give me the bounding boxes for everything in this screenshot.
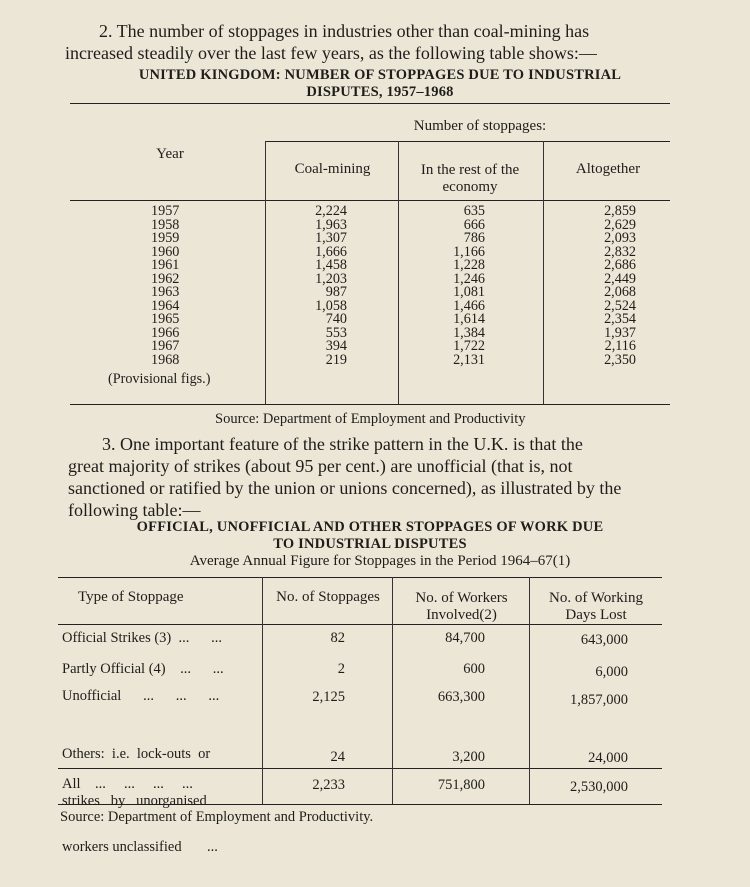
table-1-source: Source: Department of Employment and Productivity <box>215 411 526 427</box>
table-2-days-header-line-1: No. of Working <box>549 590 643 606</box>
table-2-days-header <box>531 590 661 624</box>
table-2-workers-header-line-1: No. of Workers <box>415 590 508 606</box>
table-1-coal-cell: 1,666 <box>315 243 347 260</box>
table-1-rest-cell: 786 <box>463 230 485 246</box>
table-1-group-header: Number of stoppages: <box>413 118 547 134</box>
table-2-row-others-days: 24,000 <box>588 750 628 766</box>
table-2-divider-2 <box>392 577 393 804</box>
table-1-divider-3 <box>543 141 544 404</box>
table-1-altogether-cell: 2,350 <box>604 351 636 368</box>
table-1-year-cell: 1965 <box>151 311 180 327</box>
table-1-altogether-cell: 2,354 <box>604 311 636 327</box>
table-1-coal-header: Coal-mining <box>294 161 371 177</box>
table-1-divider-2 <box>398 141 399 404</box>
table-1-altogether-cell: 2,832 <box>604 243 636 260</box>
table-1-altogether-cell: 2,859 <box>604 203 636 219</box>
table-1-coal-cell: 1,963 <box>315 216 347 233</box>
table-1-rest-cell: 1,246 <box>453 270 485 287</box>
table-1-year-cell: 1966 <box>151 324 180 341</box>
table-2-row-all-days: 2,530,000 <box>570 779 628 795</box>
table-1-altogether-cell: 1,937 <box>604 324 636 341</box>
table-1-year-cell: 1968 <box>151 351 180 368</box>
paragraph-3-line-4: following table:— <box>68 500 201 520</box>
table-1-coal-cell: 553 <box>325 324 347 341</box>
table-1-year-cell: 1962 <box>151 270 180 287</box>
table-1-years-column <box>151 205 211 367</box>
table-1-rest-cell: 1,466 <box>453 297 485 314</box>
table-1-year-cell: 1960 <box>151 243 180 260</box>
table-1-rest-header <box>400 162 540 196</box>
table-2-row-all-label: All ... ... ... ... <box>62 776 193 792</box>
table-1-rest-cell: 1,166 <box>453 243 485 260</box>
table-2-row-unofficial-days: 1,857,000 <box>570 692 628 708</box>
table-2-type-header: Type of Stoppage <box>78 589 184 605</box>
table-2-divider-1 <box>262 577 263 804</box>
table-1-rest-cell: 2,131 <box>453 351 485 368</box>
table-2-workers-header <box>394 590 529 624</box>
table-1-year-cell: 1959 <box>151 230 180 246</box>
table-1-coal-cell: 394 <box>325 338 347 354</box>
table-1-year-cell: 1961 <box>151 257 180 273</box>
table-2-row-others-stoppages: 24 <box>330 749 345 765</box>
table-2-row-partly-official-workers: 600 <box>463 661 485 677</box>
table-2-row-others-label <box>62 716 218 887</box>
table-1-coal-cell: 2,224 <box>315 203 347 219</box>
table-2-row-official-label: Official Strikes (3) ... ... <box>62 630 223 646</box>
table-1-coal-cell: 1,458 <box>315 257 347 273</box>
table-1-title-line-2: DISPUTES, 1957–1968 <box>306 84 454 100</box>
table-1-rest-header-line-2: economy <box>442 179 498 195</box>
table-2-source: Source: Department of Employment and Productivity. <box>60 809 374 825</box>
paragraph-3-line-3: sanctioned or ratified by the union or unions concerned), as illustrated by the <box>68 478 622 498</box>
table-1-coal-cell: 1,058 <box>315 297 347 314</box>
table-2-title-line-2: TO INDUSTRIAL DISPUTES <box>273 536 467 552</box>
table-1-rest-cell: 1,081 <box>453 284 485 300</box>
table-2-others-line-1: Others: i.e. lock-outs or <box>62 746 211 762</box>
table-2-row-others-workers: 3,200 <box>452 749 485 765</box>
table-1-year-cell: 1964 <box>151 297 180 314</box>
table-1-coal-cell: 987 <box>325 284 347 300</box>
table-1-coal-cell: 1,307 <box>315 230 347 246</box>
table-1-divider-1 <box>265 141 266 404</box>
paragraph-2 <box>65 20 675 64</box>
table-2-row-partly-official-label: Partly Official (4) ... ... <box>62 661 224 677</box>
table-2-row-official-stoppages: 82 <box>330 630 345 646</box>
table-2-row-partly-official-days: 6,000 <box>595 664 628 680</box>
table-1-header-rule <box>70 200 670 201</box>
table-2-row-partly-official-stoppages: 2 <box>337 661 345 677</box>
paragraph-3 <box>68 433 672 521</box>
table-2-header-rule <box>58 624 662 625</box>
table-1-altogether-cell: 2,068 <box>604 284 636 300</box>
table-1-altogether-cell: 2,524 <box>604 297 636 314</box>
table-1-year-cell: 1967 <box>151 338 180 354</box>
table-1-coal-cell: 219 <box>325 351 347 368</box>
table-2-days-header-line-2: Days Lost <box>565 607 627 623</box>
table-1-coal-cell: 740 <box>325 311 347 327</box>
table-2-row-unofficial-workers: 663,300 <box>437 689 485 705</box>
table-2-row-all-stoppages: 2,233 <box>312 777 345 793</box>
table-1-rest-column <box>425 205 485 367</box>
table-1-title <box>60 67 700 101</box>
table-1-rest-cell: 1,614 <box>453 311 485 327</box>
table-1-rest-cell: 1,384 <box>453 324 485 341</box>
table-1-altogether-cell: 2,449 <box>604 270 636 287</box>
table-1-rest-cell: 666 <box>463 216 485 233</box>
table-2-row-unofficial-stoppages: 2,125 <box>312 689 345 705</box>
table-1-title-line-1: UNITED KINGDOM: NUMBER OF STOPPAGES DUE TO INDUSTRIAL <box>138 67 622 83</box>
table-2-subtitle: Average Annual Figure for Stoppages in the Period 1964–67(1) <box>189 553 571 569</box>
table-2-others-line-3: workers unclassified ... <box>62 839 218 855</box>
paragraph-3-line-1: 3. One important feature of the strike pattern in the U.K. is that the <box>102 434 583 454</box>
table-2-title <box>50 519 690 553</box>
table-1-year-header: Year <box>156 146 184 162</box>
table-2-title-line-1: OFFICIAL, UNOFFICIAL AND OTHER STOPPAGES OF WORK DUE <box>136 519 604 535</box>
table-1-top-rule <box>70 103 670 104</box>
table-2-workers-header-line-2: Involved(2) <box>426 607 497 623</box>
table-1-altogether-cell: 2,686 <box>604 257 636 273</box>
table-1-altogether-column <box>583 205 636 367</box>
table-2-stoppages-header: No. of Stoppages <box>276 589 380 605</box>
table-1-bottom-rule <box>70 404 670 405</box>
paragraph-2-line-1: 2. The number of stoppages in industries other than coal-mining has <box>99 21 590 41</box>
table-1-rest-header-line-1: In the rest of the <box>420 162 520 178</box>
table-1-altogether-header: Altogether <box>575 161 641 177</box>
table-2-row-all-workers: 751,800 <box>437 777 485 793</box>
table-2-top-rule <box>58 577 662 578</box>
table-1-rest-cell: 1,228 <box>453 257 485 273</box>
table-1-group-rule <box>265 141 670 142</box>
table-2-row-official-days: 643,000 <box>580 632 628 648</box>
paragraph-3-line-2: great majority of strikes (about 95 per cent.) are unofficial (that is, not <box>68 456 573 476</box>
table-1-altogether-cell: 2,093 <box>604 230 636 246</box>
paragraph-2-line-2: increased steadily over the last few years, as the following table shows:— <box>65 43 597 63</box>
table-2-row-official-workers: 84,700 <box>445 630 485 646</box>
table-1-altogether-cell: 2,116 <box>604 338 636 354</box>
table-1-year-cell: 1958 <box>151 216 180 233</box>
table-2-row-unofficial-label: Unofficial ... ... ... <box>62 688 220 704</box>
table-1-rest-cell: 635 <box>463 203 485 219</box>
table-1-coal-cell: 1,203 <box>315 270 347 287</box>
table-1-provisional-note: (Provisional figs.) <box>108 371 211 387</box>
table-2-divider-3 <box>529 577 530 804</box>
table-1-year-cell: 1963 <box>151 284 180 300</box>
table-1-coal-column <box>297 205 347 367</box>
table-1-rest-cell: 1,722 <box>453 338 485 354</box>
table-1-year-cell: 1957 <box>151 203 180 219</box>
table-1-altogether-cell: 2,629 <box>604 216 636 233</box>
table-2-others-line-2: strikes by unorganised <box>62 792 207 809</box>
